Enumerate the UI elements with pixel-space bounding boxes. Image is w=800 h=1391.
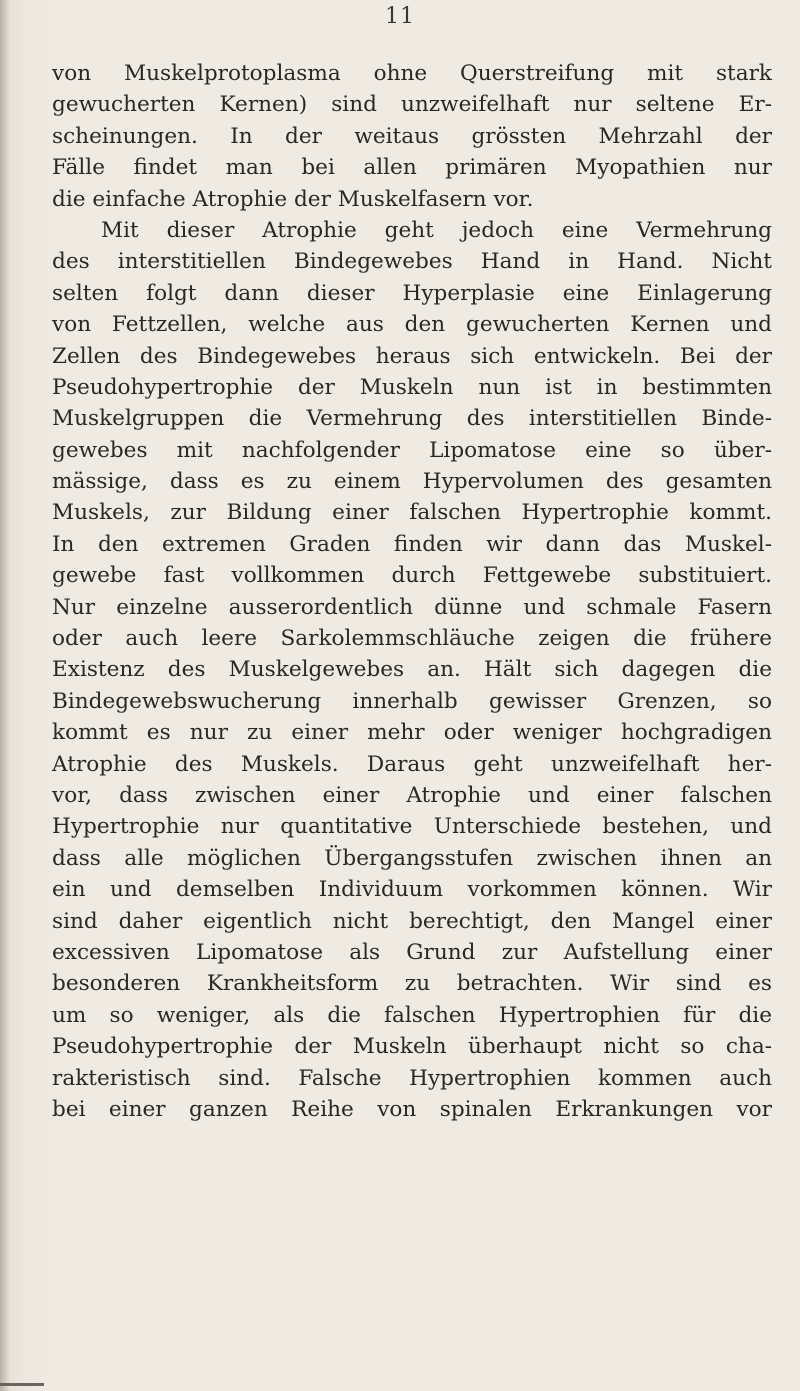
text-line: bei einer ganzen Reihe von spinalen Erkrankungen vor [52, 1096, 772, 1122]
text-line: ein und demselben Individuum vorkommen können. Wir [52, 877, 772, 903]
bottom-edge-mark [0, 1383, 44, 1386]
text-line: gewebes mit nachfolgender Lipomatose eine so über- [52, 437, 772, 463]
text-line: mässige, dass es zu einem Hypervolumen des gesamten [52, 469, 772, 495]
text-line: besonderen Krankheitsform zu betrachten. Wir sind es [52, 971, 772, 997]
text-line: Atrophie des Muskels. Daraus geht unzweifelhaft her- [52, 751, 772, 777]
text-line: Nur einzelne ausserordentlich dünne und schmale Fasern [52, 594, 772, 620]
text-line: sind daher eigentlich nicht berechtigt, den Mangel einer [52, 908, 772, 934]
text-line: rakteristisch sind. Falsche Hypertrophien kommen auch [52, 1065, 772, 1091]
text-line: Existenz des Muskelgewebes an. Hält sich dagegen die [52, 657, 772, 683]
text-line: des interstitiellen Bindegewebes Hand in Hand. Nicht [52, 249, 772, 275]
text-line: Fälle findet man bei allen primären Myopathien nur [52, 155, 772, 181]
page-number: 11 [385, 4, 415, 29]
text-line: dass alle möglichen Übergangsstufen zwischen ihnen an [52, 845, 772, 871]
binding-shadow [0, 0, 10, 1391]
text-line: Pseudohypertrophie der Muskeln überhaupt nicht so cha- [52, 1034, 772, 1060]
text-line: In den extremen Graden finden wir dann das Muskel- [52, 531, 772, 557]
body-text [52, 58, 772, 1125]
text-line: Pseudohypertrophie der Muskeln nun ist in bestimmten [52, 374, 772, 400]
text-line: Hypertrophie nur quantitative Unterschiede bestehen, und [52, 814, 772, 840]
text-line: gewucherten Kernen) sind unzweifelhaft nur seltene Er- [52, 92, 772, 118]
text-line: excessiven Lipomatose als Grund zur Aufstellung einer [52, 939, 772, 965]
text-line: von Muskelprotoplasma ohne Querstreifung mit stark [52, 61, 772, 86]
text-line: von Fettzellen, welche aus den gewucherten Kernen und [52, 312, 772, 338]
text-line: Zellen des Bindegewebes heraus sich entwickeln. Bei der [52, 343, 772, 369]
text-line: um so weniger, als die falschen Hypertrophien für die [52, 1002, 772, 1028]
text-line: vor, dass zwischen einer Atrophie und einer falschen [52, 782, 772, 808]
text-line: Muskelgruppen die Vermehrung des interstitiellen Binde- [52, 406, 772, 432]
text-line: die einfache Atrophie der Muskelfasern vor. [52, 186, 534, 212]
text-line: scheinungen. In der weitaus grössten Mehrzahl der [52, 123, 772, 149]
text-line: selten folgt dann dieser Hyperplasie eine Einlagerung [52, 280, 772, 306]
text-line: oder auch leere Sarkolemmschläuche zeigen die frühere [52, 626, 772, 652]
text-line: kommt es nur zu einer mehr oder weniger hochgradigen [52, 720, 772, 746]
text-line: gewebe fast vollkommen durch Fettgewebe substituiert. [52, 563, 772, 589]
text-line: Mit dieser Atrophie geht jedoch eine Vermehrung [101, 217, 772, 243]
text-line: Bindegewebswucherung innerhalb gewisser Grenzen, so [52, 688, 772, 714]
text-line: Muskels, zur Bildung einer falschen Hypertrophie kommt. [52, 500, 772, 526]
